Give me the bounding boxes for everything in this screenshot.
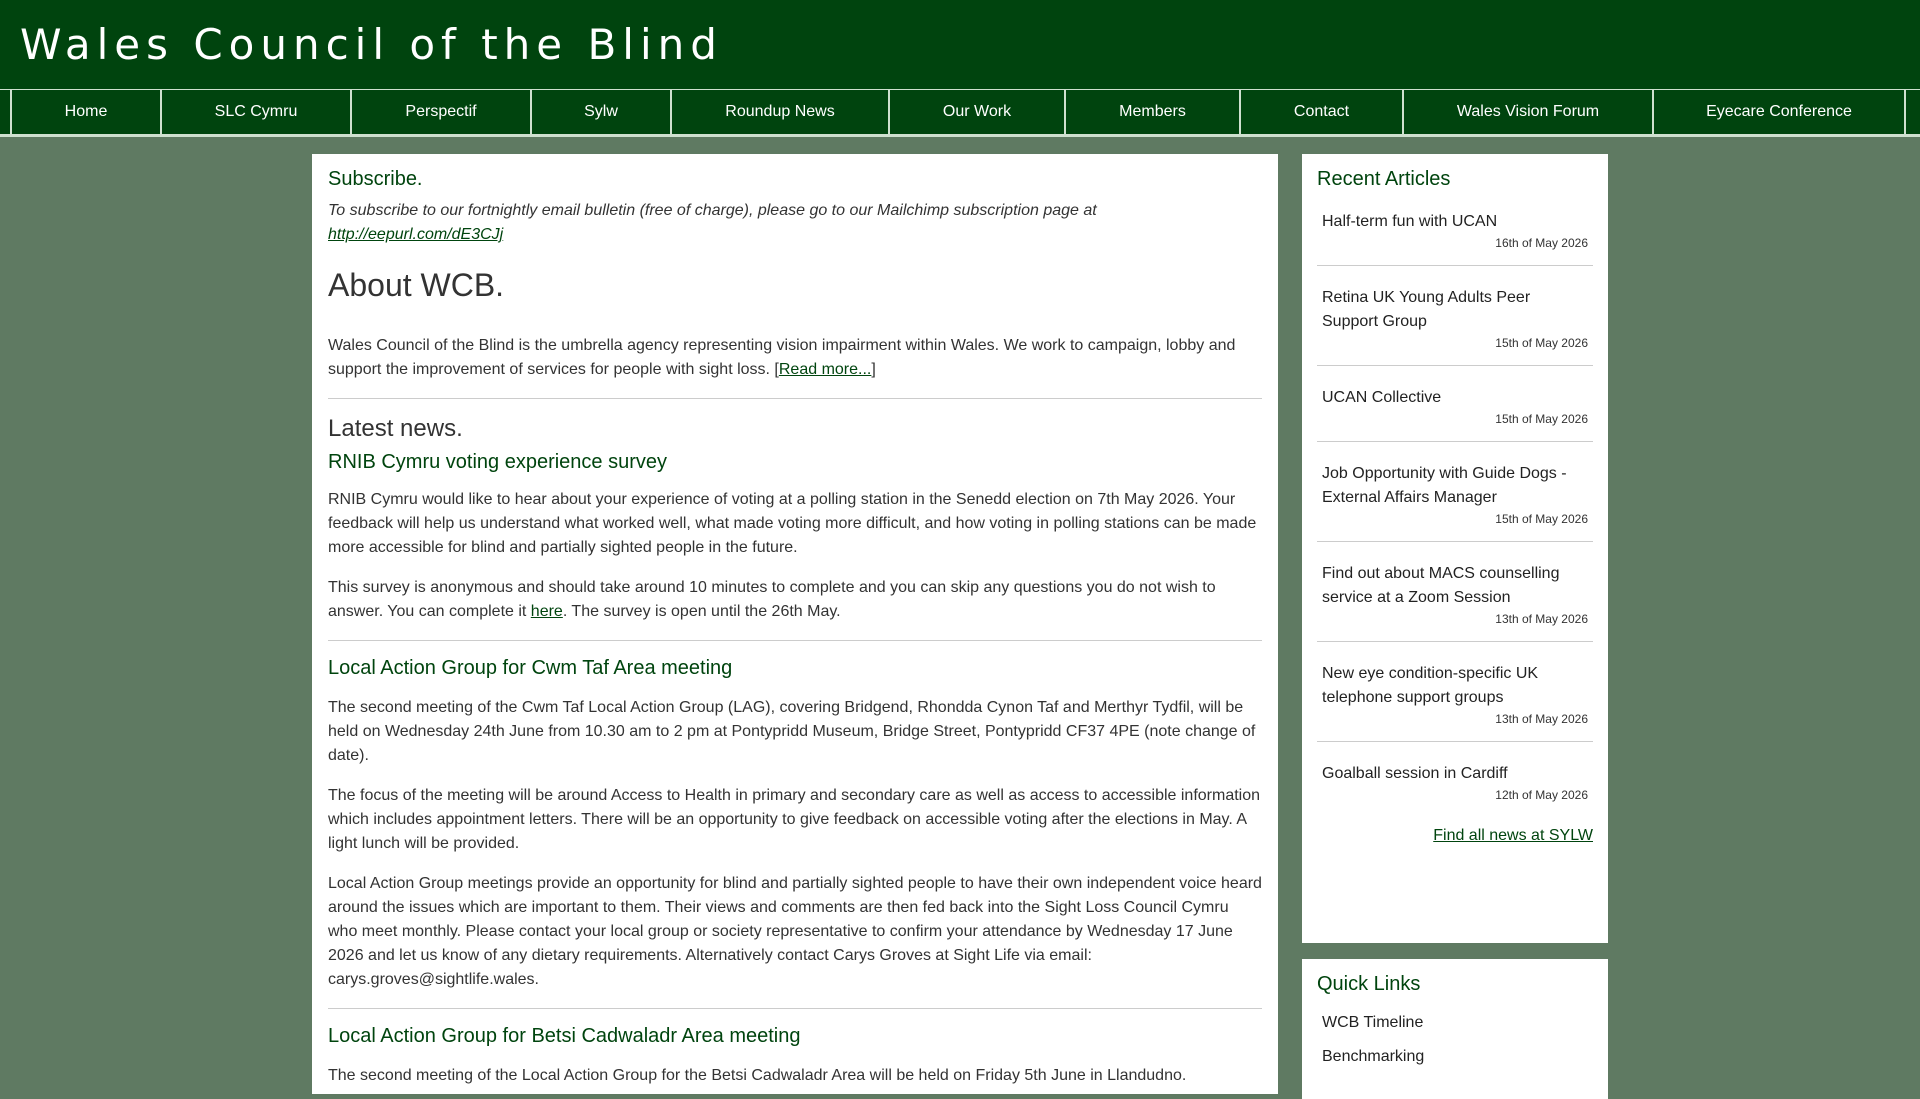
recent-article-title[interactable]: Find out about MACS counselling service at a Zoom Session	[1322, 565, 1560, 606]
recent-article-item[interactable]	[1317, 457, 1593, 542]
recent-article-date: 13th of May 2026	[1495, 712, 1588, 726]
article-paragraph: The second meeting of the Local Action Group for the Betsi Cadwaladr Area will be held on Friday 5th June in Llandudno.	[328, 1067, 1187, 1084]
read-more-link[interactable]: Read more...	[778, 361, 872, 378]
article-text: . The survey is open until the 26th May.	[562, 603, 841, 620]
recent-articles-heading: Recent Articles	[1317, 168, 1451, 190]
recent-article-date: 12th of May 2026	[1495, 788, 1588, 802]
recent-article-title[interactable]: Retina UK Young Adults Peer Support Group	[1322, 289, 1531, 330]
recent-article-item[interactable]	[1317, 657, 1593, 742]
recent-article-item[interactable]	[1317, 205, 1593, 266]
recent-article-date: 13th of May 2026	[1495, 612, 1588, 626]
quick-link-benchmarking[interactable]: Benchmarking	[1322, 1048, 1425, 1065]
article-title[interactable]: Local Action Group for Betsi Cadwaladr Area meeting	[328, 1025, 801, 1047]
main-content	[312, 154, 1278, 1094]
recent-article-item[interactable]	[1317, 381, 1593, 442]
recent-articles-panel	[1302, 154, 1608, 943]
about-description: Wales Council of the Blind is the umbrella agency representing vision impairment within Wales. We work to campaign, lobby and support the improvement of services for people with sight loss. [	[328, 337, 1236, 378]
article-paragraph: RNIB Cymru would like to hear about your experience of voting at a polling station in the Senedd election on 7th May 2026. Your feedback will help us understand what worked well, what made voting more difficult, and how voting in polling stations can be made more accessible for blind and partially sighted people in the future.	[328, 491, 1257, 556]
nav-roundup-news[interactable]: Roundup News	[670, 90, 888, 134]
latest-news-heading: Latest news.	[328, 415, 463, 442]
about-heading: About WCB.	[328, 267, 505, 303]
subscribe-link[interactable]: http://eepurl.com/dE3CJj	[328, 226, 504, 243]
latest-news-section	[328, 415, 1262, 1088]
article-paragraph: The focus of the meeting will be around Access to Health in primary and secondary care as well as access to accessible information which includes appointment letters. There will be an opportunity to give feedback on accessible voting after the elections in May. A light lunch will be provided.	[328, 787, 1261, 852]
recent-article-title[interactable]: New eye condition-specific UK telephone support groups	[1322, 665, 1539, 706]
article-text: This survey is anonymous and should take around 10 minutes to complete and you can skip any questions you do not wish to answer. You can complete it	[328, 579, 1216, 620]
nav-wales-vision-forum[interactable]: Wales Vision Forum	[1402, 90, 1652, 134]
nav-contact[interactable]: Contact	[1239, 90, 1402, 134]
about-close-bracket: ]	[871, 361, 876, 378]
recent-article-title[interactable]: Half-term fun with UCAN	[1322, 213, 1498, 230]
article-paragraph: The second meeting of the Cwm Taf Local Action Group (LAG), covering Bridgend, Rhondda Cynon Taf and Merthyr Tydfil, will be held on Wednesday 24th June from 10.30 am to 2 pm at Pontypridd Museum, Bridge Street, Pontypridd CF37 4PE (note change of date).	[328, 699, 1256, 764]
nav-sylw[interactable]: Sylw	[530, 90, 670, 134]
nav-home[interactable]: Home	[10, 90, 160, 134]
article-title[interactable]: Local Action Group for Cwm Taf Area meeting	[328, 657, 733, 679]
article-paragraph	[328, 576, 1262, 624]
divider	[328, 398, 1262, 399]
quick-links-heading: Quick Links	[1317, 973, 1421, 995]
recent-article-title[interactable]: Job Opportunity with Guide Dogs - External Affairs Manager	[1322, 465, 1567, 506]
recent-article-item[interactable]	[1317, 757, 1593, 817]
nav-our-work[interactable]: Our Work	[888, 90, 1064, 134]
recent-article-title[interactable]: Goalball session in Cardiff	[1322, 765, 1508, 782]
article-title[interactable]: RNIB Cymru voting experience survey	[328, 451, 668, 473]
recent-article-date: 16th of May 2026	[1495, 236, 1588, 250]
find-all-news	[1317, 827, 1593, 845]
site-title[interactable]: Wales Council of the Blind	[20, 20, 723, 69]
news-article	[328, 1025, 1262, 1088]
nav-slc-cymru[interactable]: SLC Cymru	[160, 90, 350, 134]
recent-article-title[interactable]: UCAN Collective	[1322, 389, 1442, 406]
nav-eyecare-conference[interactable]: Eyecare Conference	[1652, 90, 1906, 134]
nav-members[interactable]: Members	[1064, 90, 1239, 134]
recent-article-item[interactable]	[1317, 557, 1593, 642]
about-section	[328, 267, 1262, 382]
quick-links-panel	[1302, 959, 1608, 1099]
news-article	[328, 657, 1262, 992]
subscribe-description: To subscribe to our fortnightly email bulletin (free of charge), please go to our Mailchimp subscription page at	[328, 202, 1097, 219]
recent-article-date: 15th of May 2026	[1495, 512, 1588, 526]
subscribe-heading: Subscribe.	[328, 168, 423, 190]
divider	[328, 1008, 1262, 1009]
subscribe-section	[328, 168, 1262, 247]
divider	[328, 640, 1262, 641]
about-text	[328, 334, 1262, 382]
news-article	[328, 451, 1262, 624]
survey-here-link[interactable]: here	[530, 603, 563, 620]
nav-perspectif[interactable]: Perspectif	[350, 90, 530, 134]
find-all-news-link[interactable]: Find all news at SYLW	[1433, 827, 1593, 844]
article-paragraph: Local Action Group meetings provide an opportunity for blind and partially sighted people to have their own independent voice heard around the issues which are important to them. Their views and comments are then fed back into the Sight Loss Council Cymru who meet monthly. Please contact your local group or society representative to confirm your attendance by Wednesday 17 June 2026 and let us know of any dietary requirements. Alternatively contact Carys Groves at Sight Life via email: carys.groves@sightlife.wales.	[328, 875, 1262, 988]
recent-article-date: 15th of May 2026	[1495, 412, 1588, 426]
recent-article-item[interactable]	[1317, 281, 1593, 366]
site-header	[0, 0, 1920, 89]
recent-article-date: 15th of May 2026	[1495, 336, 1588, 350]
quick-link-wcb-timeline[interactable]: WCB Timeline	[1322, 1014, 1424, 1031]
main-nav	[0, 89, 1920, 137]
subscribe-text	[328, 199, 1262, 247]
